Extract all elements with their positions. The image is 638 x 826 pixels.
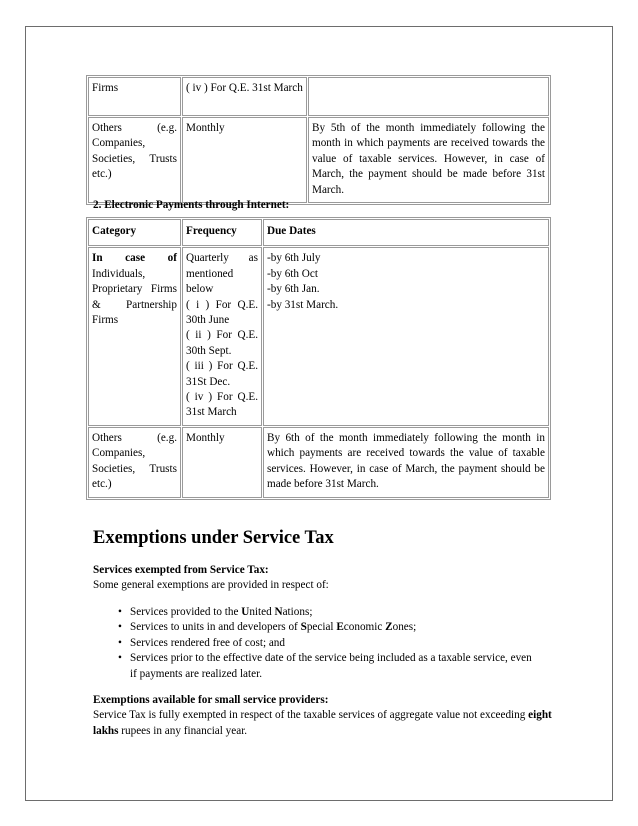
due-date-cell: By 6th of the month immediately following the month in which payments are received towards the value of taxable services. However, in case of March, the payment should be made before 31st March. xyxy=(263,427,549,498)
table-row xyxy=(88,77,549,116)
due-date-cell: By 5th of the month immediately following the month in which payments are received towards the value of taxable services. However, in case of March, the payment should be made before 31st March. xyxy=(308,117,549,203)
paragraph-bold-text: eight lakhs xyxy=(93,709,552,737)
due-date-line: -by 6th July xyxy=(267,252,321,265)
due-date-line: -by 6th Jan. xyxy=(267,283,320,296)
due-date-line: -by 31st March. xyxy=(267,298,339,311)
frequency-cell: ( iv ) For Q.E. 31st March xyxy=(182,77,307,116)
category-cell xyxy=(88,247,181,425)
table-row xyxy=(88,247,549,425)
bold-initial: E xyxy=(336,621,344,634)
exemptions-heading: Exemptions under Service Tax xyxy=(93,528,334,548)
section-title: 2. Electronic Payments through Internet: xyxy=(93,199,290,211)
subheading: Services exempted from Service Tax: xyxy=(93,564,269,576)
subheading: Exemptions available for small service providers: xyxy=(93,694,329,706)
category-text: Individuals, Proprietary Firms & Partnership Firms xyxy=(92,267,177,327)
column-header: Due Dates xyxy=(263,219,549,246)
paragraph-text: Service Tax is fully exempted in respect of the taxable services of aggregate value not exceeding xyxy=(93,709,529,722)
exempted-services-block xyxy=(93,563,553,594)
electronic-payment-table xyxy=(86,217,551,500)
list-item-text: ones; xyxy=(392,621,417,634)
list-item xyxy=(118,605,538,620)
list-item xyxy=(118,636,538,651)
table-row xyxy=(88,427,549,498)
category-cell: Others (e.g. Companies, Societies, Trusts etc.) xyxy=(88,117,181,203)
frequency-cell xyxy=(182,247,262,425)
category-cell: Firms xyxy=(88,77,181,116)
list-item xyxy=(118,651,538,682)
bold-initial: Z xyxy=(385,621,393,634)
list-item-text: Services to units in and developers of xyxy=(130,621,301,634)
column-header: Category xyxy=(88,219,181,246)
frequency-line: Quarterly as mentioned below xyxy=(186,252,258,296)
due-date-cell xyxy=(308,77,549,116)
list-item-text: pecial xyxy=(306,621,337,634)
frequency-cell: Monthly xyxy=(182,427,262,498)
frequency-line: ( i ) For Q.E. 30th June xyxy=(186,298,258,327)
intro-text: Some general exemptions are provided in respect of: xyxy=(93,579,329,592)
due-date-cell xyxy=(263,247,549,425)
list-item-text: nited xyxy=(249,606,275,618)
list-item xyxy=(118,620,538,635)
column-header: Frequency xyxy=(182,219,262,246)
list-item-text: conomic xyxy=(343,621,386,634)
paragraph xyxy=(93,708,553,739)
category-cell: Others (e.g. Companies, Societies, Trusts etc.) xyxy=(88,427,181,498)
offline-payment-table xyxy=(86,75,551,205)
exemptions-list xyxy=(118,605,538,682)
list-item-text: ations; xyxy=(282,606,313,618)
paragraph-text: rupees in any financial year. xyxy=(118,724,248,737)
table-row xyxy=(88,117,549,203)
frequency-cell: Monthly xyxy=(182,117,307,203)
frequency-line: ( iv ) For Q.E. 31st March xyxy=(186,391,258,419)
frequency-line: ( ii ) For Q.E. 30th Sept. xyxy=(186,329,258,357)
list-item-text: Services provided to the xyxy=(130,606,242,618)
frequency-line: ( iii ) For Q.E. 31St Dec. xyxy=(186,360,258,388)
list-item-text: Services prior to the effective date of the service being included as a taxable service, even if payments are realized later. xyxy=(130,652,532,680)
category-bold-text: In case of xyxy=(92,252,177,265)
bold-initial: U xyxy=(241,606,250,618)
bold-initial: S xyxy=(300,621,307,634)
bold-initial: N xyxy=(274,606,283,618)
list-item-text: Services rendered free of cost; and xyxy=(130,636,285,649)
table-header-row xyxy=(88,219,549,246)
small-provider-block xyxy=(93,693,553,739)
due-date-line: -by 6th Oct xyxy=(267,267,318,280)
